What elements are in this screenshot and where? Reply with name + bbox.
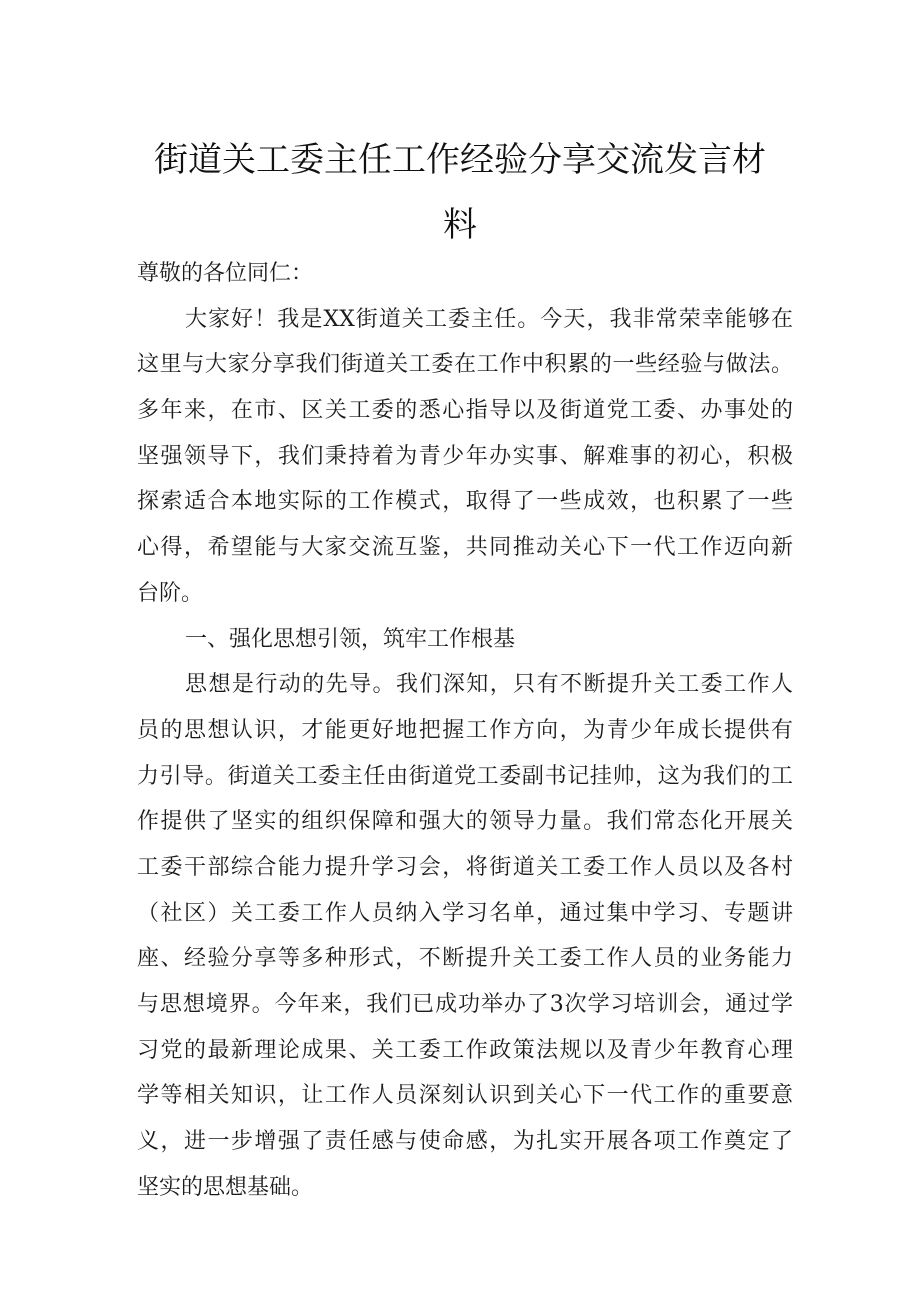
section-heading: 一、强化思想引领，筑牢工作根基	[185, 626, 516, 652]
paragraph-line: 座、经验分享等多种形式，不断提升关工委工作人员的业务能力	[137, 946, 793, 972]
paragraph-line: 力引导。街道关工委主任由街道党工委副书记挂帅，这为我们的工	[137, 763, 793, 789]
paragraph-line: 作提供了坚实的组织保障和强大的领导力量。我们常态化开展关	[137, 809, 793, 835]
document-title-line-2: 料	[443, 205, 477, 245]
paragraph-line: 义，进一步增强了责任感与使命感，为扎实开展各项工作奠定了	[137, 1129, 793, 1155]
paragraph-line: 习党的最新理论成果、关工委工作政策法规以及青少年教育心理	[137, 1037, 793, 1063]
paragraph-line: 工委干部综合能力提升学习会，将街道关工委工作人员以及各村	[137, 854, 793, 880]
document-title-line-1: 街道关工委主任工作经验分享交流发言材	[154, 140, 766, 180]
paragraph-line: 心得，希望能与大家交流互鉴，共同推动关心下一代工作迈向新	[137, 535, 793, 561]
paragraph-line: 坚强领导下，我们秉持着为青少年办实事、解难事的初心，积极	[137, 443, 793, 469]
document-body	[137, 251, 793, 1210]
paragraph-line: 探索适合本地实际的工作模式，取得了一些成效，也积累了一些	[137, 489, 793, 515]
paragraph-line: 台阶。	[137, 580, 204, 606]
paragraph-line: 思想是行动的先导。我们深知，只有不断提升关工委工作人	[185, 672, 793, 698]
paragraph-line: 大家好！我是XX街道关工委主任。今天，我非常荣幸能够在	[185, 306, 793, 332]
paragraph-line: 员的思想认识，才能更好地把握工作方向，为青少年成长提供有	[137, 717, 793, 743]
salutation: 尊敬的各位同仁：	[137, 261, 314, 286]
paragraph-line: （社区）关工委工作人员纳入学习名单，通过集中学习、专题讲	[137, 900, 793, 926]
paragraph-line: 这里与大家分享我们街道关工委在工作中积累的一些经验与做法。	[137, 352, 793, 378]
paragraph-line: 坚实的思想基础。	[137, 1174, 314, 1200]
paragraph-line: 与思想境界。今年来，我们已成功举办了3次学习培训会，通过学	[137, 992, 793, 1017]
paragraph-line: 多年来，在市、区关工委的悉心指导以及街道党工委、办事处的	[137, 398, 793, 424]
paragraph-line: 学等相关知识，让工作人员深刻认识到关心下一代工作的重要意	[137, 1083, 793, 1109]
